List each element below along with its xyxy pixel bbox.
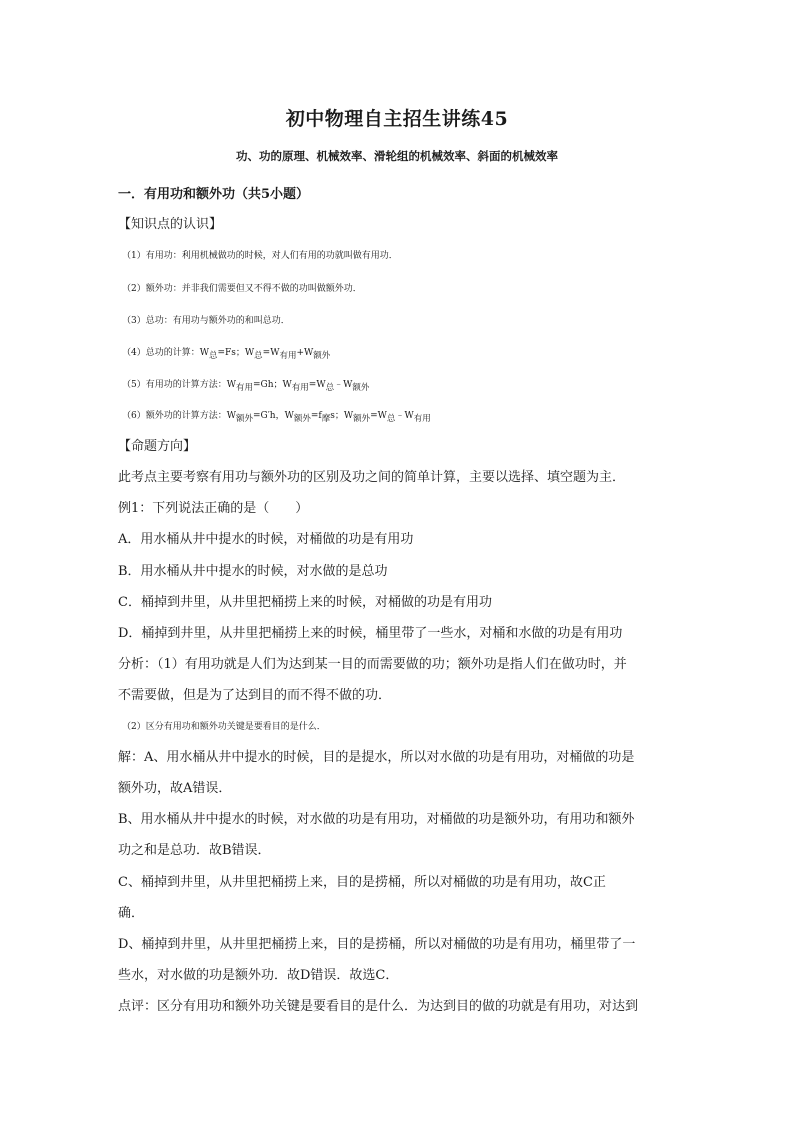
subscript: 额外 bbox=[352, 383, 370, 393]
page-title: 初中物理自主招生讲练45 bbox=[285, 108, 509, 130]
solution-line-2: 额外功，故A错误． bbox=[118, 781, 232, 796]
solution-line-1: 解：A、用水桶从井中提水的时候，目的是提水，所以对水做的功是有用功，对桶做的功是 bbox=[118, 750, 635, 765]
subscript: 总 bbox=[254, 351, 263, 361]
formula-text: （6）额外功的计算方法：W bbox=[122, 411, 236, 421]
direction-heading: 【命题方向】 bbox=[118, 439, 197, 454]
formula-text: （4）总功的计算：W bbox=[122, 348, 209, 358]
formula-text: =f bbox=[310, 411, 322, 421]
solution-line-3: B、用水桶从井中提水的时候，对水做的功是有用功，对桶做的功是额外功，有用功和额外 bbox=[118, 812, 635, 827]
option-b: B．用水桶从井中提水的时候，对水做的是总功 bbox=[118, 564, 388, 579]
analysis-line-3: （2）区分有用功和额外功关键是要看目的是什么． bbox=[122, 722, 326, 732]
solution-line-7: D、桶掉到井里，从井里把桶捞上来，目的是捞桶，所以对桶做的功是有用功，桶里带了一 bbox=[118, 937, 636, 952]
solution-line-5: C、桶掉到井里，从井里把桶捞上来，目的是捞桶，所以对桶做的功是有用功，故C正 bbox=[118, 875, 606, 890]
comment-line: 点评：区分有用功和额外功关键是要看目的是什么．为达到目的做的功就是有用功，对达到 bbox=[118, 999, 639, 1014]
analysis-line-2: 不需要做，但是为了达到目的而不得不做的功． bbox=[118, 688, 392, 703]
knowledge-point-2: （2）额外功：并非我们需要但又不得不做的功叫做额外功． bbox=[122, 284, 362, 294]
subscript: 额外 bbox=[353, 414, 371, 424]
formula-text: s；W bbox=[330, 411, 354, 421]
section-heading: 一．有用功和额外功（共5小题） bbox=[118, 187, 310, 202]
formula-text: =W bbox=[308, 380, 326, 390]
solution-line-8: 些水，对水做的功是额外功．故D错误．故选C． bbox=[118, 968, 399, 983]
knowledge-point-5 bbox=[122, 376, 688, 394]
formula-text: ﹣W bbox=[395, 411, 414, 421]
subscript: 总 bbox=[325, 383, 335, 393]
solution-line-6: 确． bbox=[118, 906, 145, 921]
knowledge-point-4 bbox=[122, 344, 688, 362]
formula-text: =Fs；W bbox=[217, 348, 255, 358]
subscript: 总 bbox=[208, 351, 218, 361]
formula-text: =W bbox=[370, 411, 387, 421]
page-subtitle: 功、功的原理、机械效率、滑轮组的机械效率、斜面的机械效率 bbox=[236, 149, 558, 163]
option-d: D．桶掉到井里，从井里把桶捞上来的时候，桶里带了一些水，对桶和水做的功是有用功 bbox=[118, 626, 623, 641]
formula-text: =G′h，W bbox=[253, 411, 294, 421]
formula-text: =W bbox=[262, 348, 280, 358]
subscript: 额外 bbox=[235, 414, 253, 424]
formula-text: =Gh；W bbox=[253, 380, 292, 390]
subscript: 总 bbox=[386, 414, 396, 424]
subscript: 有用 bbox=[291, 383, 309, 393]
direction-text: 此考点主要考察有用功与额外功的区别及功之间的简单计算，主要以选择、填空题为主． bbox=[118, 470, 626, 485]
option-a: A．用水桶从井中提水的时候，对桶做的功是有用功 bbox=[118, 532, 414, 547]
subscript: 摩 bbox=[321, 414, 331, 424]
formula-text: ﹣W bbox=[334, 380, 353, 390]
knowledge-point-1: （1）有用功：利用机械做功的时候，对人们有用的功就叫做有用功． bbox=[122, 251, 398, 261]
knowledge-point-3: （3）总功：有用功与额外功的和叫总功． bbox=[122, 316, 290, 326]
knowledge-point-6 bbox=[122, 407, 688, 425]
subscript: 有用 bbox=[413, 414, 431, 424]
formula-text: +W bbox=[296, 348, 314, 358]
example-question: 例1：下列说法正确的是（ ） bbox=[118, 501, 309, 516]
formula-text: （5）有用功的计算方法：W bbox=[122, 380, 236, 390]
option-c: C．桶掉到井里，从井里把桶捞上来的时候，对桶做的功是有用功 bbox=[118, 595, 492, 610]
analysis-line-1: 分析：（1）有用功就是人们为达到某一目的而需要做的功；额外功是指人们在做功时，并 bbox=[118, 657, 627, 672]
knowledge-heading: 【知识点的认识】 bbox=[118, 217, 223, 232]
subscript: 额外 bbox=[293, 414, 311, 424]
solution-line-4: 功之和是总功．故B错误． bbox=[118, 843, 271, 858]
subscript: 额外 bbox=[313, 351, 331, 361]
subscript: 有用 bbox=[279, 351, 297, 361]
subscript: 有用 bbox=[235, 383, 253, 393]
